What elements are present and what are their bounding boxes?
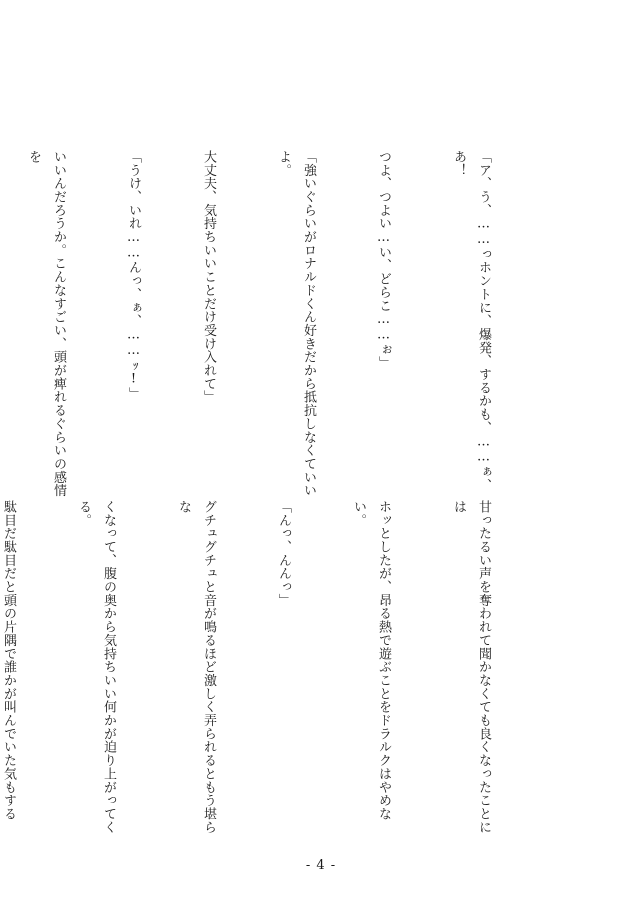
text-line: くなって、腹の奥から気持ちいい何かが迫り上がってくる。 xyxy=(76,500,116,834)
text-line: 「んっ、んんっ」 xyxy=(276,500,291,607)
text-line: 甘ったるい声を奪われて聞かなくても良くなったことには xyxy=(451,500,491,834)
lower-text-block xyxy=(1,500,546,845)
text-line: 「うけ、いれ……んっ、ぁ、……ｯ!」 xyxy=(126,150,141,401)
text-line: グチュグチュと音が鳴るほど激しく弄られるともう堪らな xyxy=(176,500,216,834)
text-line: 駄目だ駄目だと頭の片隅で誰かが叫んでいた気もする xyxy=(1,500,16,821)
text-line: 「ア、う、……っホントに、爆発、するかも、……ぁ、あ！ xyxy=(451,150,491,492)
text-line: ホッとしたが、昂る熱で遊ぶことをドラルクはやめない。 xyxy=(351,500,391,821)
text-line: いいんだろうか。こんなすごい、頭が痺れるぐらいの感情を xyxy=(26,150,66,498)
text-line: 「強いぐらいがロナルドくん好きだから抵抗しなくていいよ。 xyxy=(276,150,316,498)
text-line: つよ、つよい…い、どらこ……ぉ」 xyxy=(376,150,391,370)
page-number: - 4 - xyxy=(305,858,337,873)
upper-text-block xyxy=(26,150,546,505)
text-line: 大丈夫、気持ちいいことだけ受け入れて」 xyxy=(201,150,216,404)
